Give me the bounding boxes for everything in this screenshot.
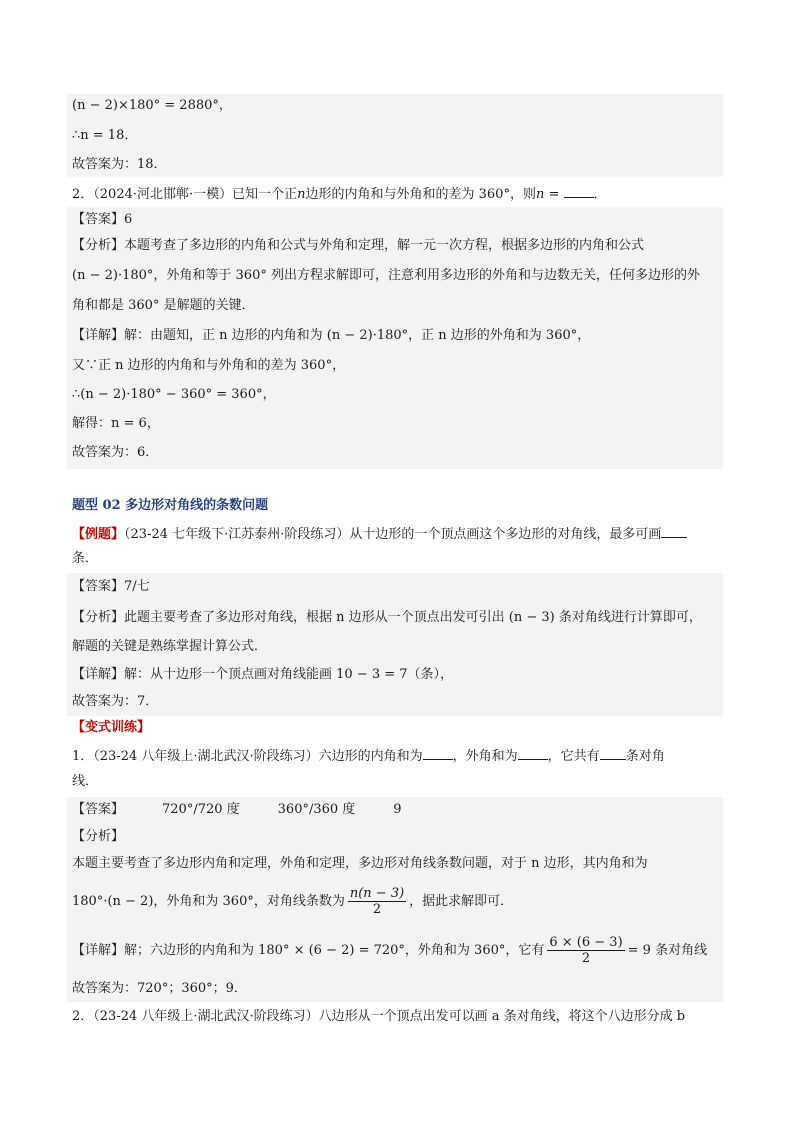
q2-stem-end: ． xyxy=(593,187,607,202)
example-tag: 【例题】 xyxy=(72,527,125,542)
variant-training-tag: 【变式训练】 xyxy=(72,720,151,735)
answer-blank xyxy=(564,184,594,198)
answer-value-3: 9 xyxy=(393,802,402,817)
example-stem xyxy=(72,524,687,542)
q2-detail-3: ∴(n − 2)·180° − 360° = 360°， xyxy=(72,387,276,402)
answer-tag: 【答案】 xyxy=(72,802,125,817)
v1-stem-a: 1．（23-24 八年级上·湖北武汉·阶段练习）六边形的内角和为 xyxy=(72,749,423,764)
q2-detail-2: 又∵正 n 边形的内角和与外角和的差为 360°， xyxy=(72,358,346,373)
q2-analysis-3: 角和都是 360° 是解题的关键． xyxy=(72,298,255,313)
example-stem-end: 条． xyxy=(72,551,99,566)
v1-stem-end: 线． xyxy=(72,774,99,789)
v1-stem-c: ，它共有 xyxy=(547,749,600,764)
v1-stem xyxy=(72,746,665,764)
q1-line-2: ∴n = 18． xyxy=(72,128,138,143)
answer-blank xyxy=(661,524,687,538)
fraction-numerator: 6 × (6 − 3) xyxy=(549,935,623,950)
fraction-denominator: 2 xyxy=(581,951,591,966)
v1-answer-line: 故答案为：720°；360°；9． xyxy=(72,981,247,996)
q2-detail-4: 解得：n = 6， xyxy=(72,416,160,431)
fraction-numerator: n(n − 3) xyxy=(349,886,405,901)
fraction-denominator: 2 xyxy=(372,902,382,917)
q2-analysis-1: 【分析】本题考查了多边形的内角和公式与外角和定理，解一元一次方程，根据多边形的内角和公式 xyxy=(72,238,645,253)
q2-analysis-2: (n − 2)·180°，外角和等于 360° 列出方程求解即可，注意利用多边形的外角和与边数无关，任何多边形的外 xyxy=(72,268,700,283)
answer-blank xyxy=(518,746,548,760)
section-heading: 题型 02 多边形对角线的条数问题 xyxy=(72,498,269,513)
q2-detail-1: 【详解】解：由题知，正 n 边形的内角和为 (n − 2)·180°，正 n 边形的外角和为 360°， xyxy=(72,328,591,343)
answer-value: 6 xyxy=(124,212,133,227)
v1-analysis-1: 本题主要考查了多边形内角和定理，外角和定理，多边形对角线条数问题，对于 n 边形，其内角和为 xyxy=(72,856,648,871)
q1-answer-line: 故答案为：18． xyxy=(72,157,167,172)
q2-stem-part-c: 边形的内角和与外角和的差为 360°，则 xyxy=(305,187,536,202)
v1-detail xyxy=(72,933,707,969)
q2-answer xyxy=(72,211,132,229)
q2-stem-eq: = xyxy=(544,187,564,202)
example-text: （23-24 七年级下·江苏泰州·阶段练习）从十边形的一个顶点画这个多边形的对角线，最多可画 xyxy=(124,527,662,542)
example-detail-1: 【详解】解：从十边形一个顶点画对角线能画 10 − 3 = 7（条）， xyxy=(72,667,454,682)
example-detail-2: 故答案为：7． xyxy=(72,694,159,709)
v1-stem-d: 条对角 xyxy=(625,749,665,764)
answer-tag: 【答案】 xyxy=(72,212,125,227)
q2-stem-n-2: n xyxy=(535,187,545,202)
v1-analysis-tag: 【分析】 xyxy=(72,829,125,844)
v1-stem-b: ，外角和为 xyxy=(452,749,518,764)
v1-detail-b: = 9 条对角线 xyxy=(627,943,708,958)
example-answer: 【答案】7/七 xyxy=(72,579,150,594)
answer-value-1: 720°/720 度 xyxy=(162,802,240,817)
q2-stem xyxy=(72,184,607,202)
v1-analysis-2 xyxy=(72,884,513,920)
q2-stem-n: n xyxy=(297,187,306,202)
v1-analysis-2b: ，据此求解即可． xyxy=(409,894,514,909)
example-analysis-2: 解题的关键是熟练掌握计算公式． xyxy=(72,639,268,654)
q2-stem-part-a: 2．（2024·河北邯郸·一模）已知一个正 xyxy=(72,187,298,202)
diagonal-formula-fraction xyxy=(348,886,406,917)
v2-stem: 2．（23-24 八年级上·湖北武汉·阶段练习）八边形从一个顶点出发可以画 a 条对角线，将这个八边形分成 b xyxy=(72,1009,686,1024)
v1-answer xyxy=(72,801,402,819)
example-analysis-1: 【分析】此题主要考查了多边形对角线，根据 n 边形从一个顶点出发可引出 (n − 3) 条对角线进行计算即可， xyxy=(72,610,702,625)
q2-detail-5: 故答案为：6． xyxy=(72,445,159,460)
v1-analysis-2a: 180°·(n − 2)，外角和为 360°，对角线条数为 xyxy=(72,894,345,909)
q1-line-1: (n − 2)×180° = 2880°， xyxy=(72,98,232,113)
answer-value-2: 360°/360 度 xyxy=(277,802,356,817)
answer-blank xyxy=(423,746,453,760)
v1-detail-a: 【详解】解；六边形的内角和为 180° × (6 − 2) = 720°，外角和为 360°，它有 xyxy=(72,943,545,958)
hexagon-diagonal-fraction xyxy=(547,935,624,966)
answer-blank xyxy=(600,746,626,760)
